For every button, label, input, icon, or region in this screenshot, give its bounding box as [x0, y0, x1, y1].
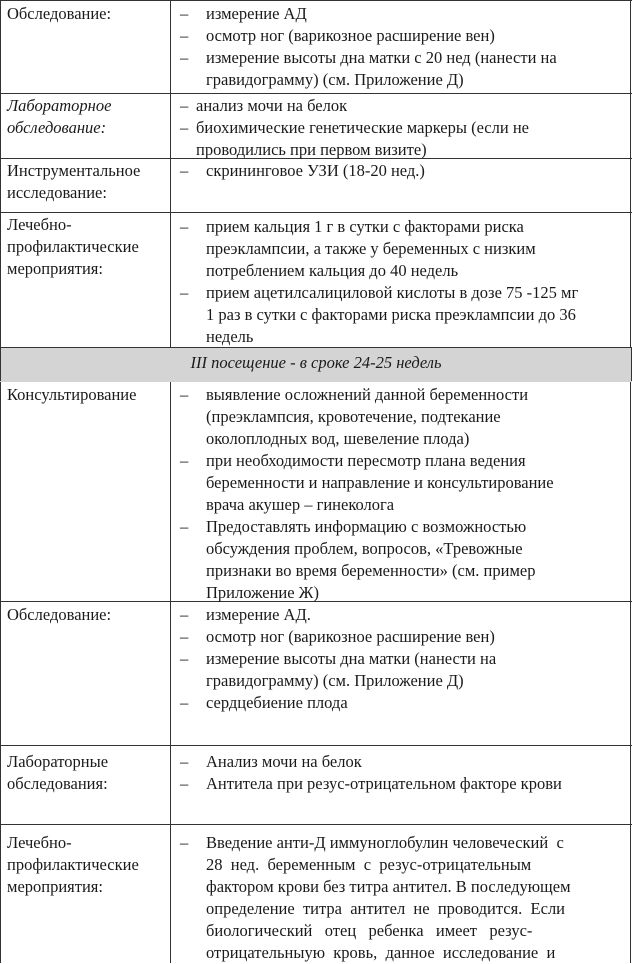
- item-line: определение титра антител не проводится. Если: [206, 899, 566, 918]
- label-line: обследования:: [7, 774, 108, 793]
- dash-bullet: –: [180, 649, 189, 668]
- item-line: признаки во время беременности» (см. пример: [206, 561, 536, 580]
- row-label: [7, 751, 167, 795]
- item-line: 28 нед. беременным с резус-отрицательным: [206, 855, 532, 874]
- label-line: мероприятия:: [7, 259, 103, 278]
- label-line: Обследование:: [7, 605, 112, 624]
- row-items: [180, 160, 630, 182]
- label-line: мероприятия:: [7, 877, 103, 896]
- item-line: Приложение Ж): [206, 583, 319, 602]
- list-item: [180, 648, 630, 692]
- list-item: [180, 751, 630, 773]
- item-line: Антитела при резус-отрицательном факторе крови: [206, 774, 562, 793]
- table-right-border: [630, 0, 631, 963]
- row-label: [7, 384, 167, 406]
- list-item: [180, 3, 630, 25]
- row-items: [180, 604, 630, 714]
- item-line: измерение АД: [206, 4, 307, 23]
- item-line: при необходимости пересмотр плана ведения: [206, 451, 526, 470]
- item-line: фактором крови без титра антител. В последующем: [206, 877, 571, 896]
- list-item: [180, 516, 630, 604]
- dash-bullet: –: [180, 283, 189, 302]
- dash-bullet: –: [180, 161, 189, 180]
- list-item: [180, 692, 630, 714]
- row-items: [180, 384, 630, 604]
- item-line: осмотр ног (варикозное расширение вен): [206, 26, 495, 45]
- item-line: Введение анти-Д иммуноглобулин человеческий с: [206, 833, 564, 852]
- table-left-border: [0, 0, 1, 963]
- item-line: осмотр ног (варикозное расширение вен): [206, 627, 495, 646]
- row-label: [7, 832, 167, 898]
- row-label: [7, 95, 167, 139]
- item-line: анализ мочи на белок: [196, 96, 348, 115]
- label-line: Лечебно-: [7, 215, 72, 234]
- dash-bullet: –: [180, 96, 189, 115]
- label-line: профилактические: [7, 237, 139, 256]
- list-item: [180, 604, 630, 626]
- item-line: околоплодных вод, шевеление плода): [206, 429, 470, 448]
- label-line: Обследование:: [7, 4, 112, 23]
- item-line: врача акушер – гинеколога: [206, 495, 395, 514]
- dash-bullet: –: [180, 217, 189, 236]
- item-line: обсуждения проблем, вопросов, «Тревожные: [206, 539, 523, 558]
- item-line: измерение высоты дна матки с 20 нед (нанести на: [206, 48, 557, 67]
- row-divider: [0, 212, 632, 213]
- dash-bullet: –: [180, 385, 189, 404]
- dash-bullet: –: [180, 774, 189, 793]
- item-line: гравидограмму) (см. Приложение Д): [206, 70, 464, 89]
- list-item: [180, 216, 630, 282]
- row-items: [180, 95, 630, 161]
- item-line: измерение АД.: [206, 605, 311, 624]
- row-label: [7, 160, 167, 204]
- list-item: [180, 160, 630, 182]
- item-line: скрининговое УЗИ (18-20 нед.): [206, 161, 425, 180]
- item-line: беременности и направление и консультирование: [206, 473, 554, 492]
- row-divider: [0, 93, 632, 94]
- row-label: [7, 604, 167, 626]
- dash-bullet: –: [180, 451, 189, 470]
- list-item: [180, 450, 630, 516]
- label-line: Консультирование: [7, 385, 137, 404]
- row-divider: [0, 824, 632, 825]
- label-line: исследование:: [7, 183, 107, 202]
- dash-bullet: –: [180, 4, 189, 23]
- dash-bullet: –: [180, 627, 189, 646]
- item-line: проводились при первом визите): [196, 140, 427, 159]
- list-item: [180, 832, 622, 964]
- row-items: [180, 216, 630, 348]
- section-title: III посещение - в сроке 24-25 недель: [190, 353, 442, 372]
- row-label: [7, 3, 167, 25]
- item-line: Анализ мочи на белок: [206, 752, 362, 771]
- item-line: 1 раз в сутки с факторами риска преэклампсии до 36: [206, 305, 576, 324]
- list-item: [180, 47, 630, 91]
- item-line: измерение высоты дна матки (нанести на: [206, 649, 497, 668]
- label-line: Лечебно-: [7, 833, 72, 852]
- list-item: [180, 25, 630, 47]
- section-frame: [0, 348, 632, 381]
- dash-bullet: –: [180, 48, 189, 67]
- list-item: [180, 117, 630, 161]
- list-item: [180, 384, 630, 450]
- item-line: Предоставлять информацию с возможностью: [206, 517, 527, 536]
- row-items: [180, 832, 622, 964]
- item-line: прием ацетилсалициловой кислоты в дозе 75 -125 мг: [206, 283, 579, 302]
- item-line: биологический отец ребенка имеет резус-: [206, 921, 533, 940]
- dash-bullet: –: [180, 517, 189, 536]
- item-line: (преэклампсия, кровотечение, подтекание: [206, 407, 501, 426]
- list-item: [180, 626, 630, 648]
- list-item: [180, 95, 630, 117]
- list-item: [180, 773, 630, 795]
- row-divider: [0, 745, 632, 746]
- label-line: Инструментальное: [7, 161, 141, 180]
- dash-bullet: –: [180, 26, 189, 45]
- label-line: профилактические: [7, 855, 139, 874]
- row-label: [7, 214, 167, 280]
- dash-bullet: –: [180, 833, 189, 852]
- item-line: выявление осложнений данной беременности: [206, 385, 529, 404]
- dash-bullet: –: [180, 752, 189, 771]
- item-line: биохимические генетические маркеры (если не: [196, 118, 529, 137]
- dash-bullet: –: [180, 118, 189, 137]
- item-line: потреблением кальция до 40 недель: [206, 261, 459, 280]
- dash-bullet: –: [180, 605, 189, 624]
- table-column-divider: [170, 0, 171, 963]
- row-items: [180, 3, 630, 91]
- label-line: обследование:: [7, 118, 107, 137]
- dash-bullet: –: [180, 693, 189, 712]
- item-line: прием кальция 1 г в сутки с факторами риска: [206, 217, 524, 236]
- row-items: [180, 751, 630, 795]
- item-line: сердцебиение плода: [206, 693, 348, 712]
- label-line: Лабораторное: [7, 96, 112, 115]
- item-line: преэклампсии, а также у беременных с низким: [206, 239, 536, 258]
- label-line: Лабораторные: [7, 752, 109, 771]
- list-item: [180, 282, 630, 348]
- item-line: гравидограмму) (см. Приложение Д): [206, 671, 464, 690]
- row-divider: [0, 0, 632, 1]
- item-line: отрицательныую кровь, данное исследование и: [206, 943, 556, 962]
- item-line: недель: [206, 327, 254, 346]
